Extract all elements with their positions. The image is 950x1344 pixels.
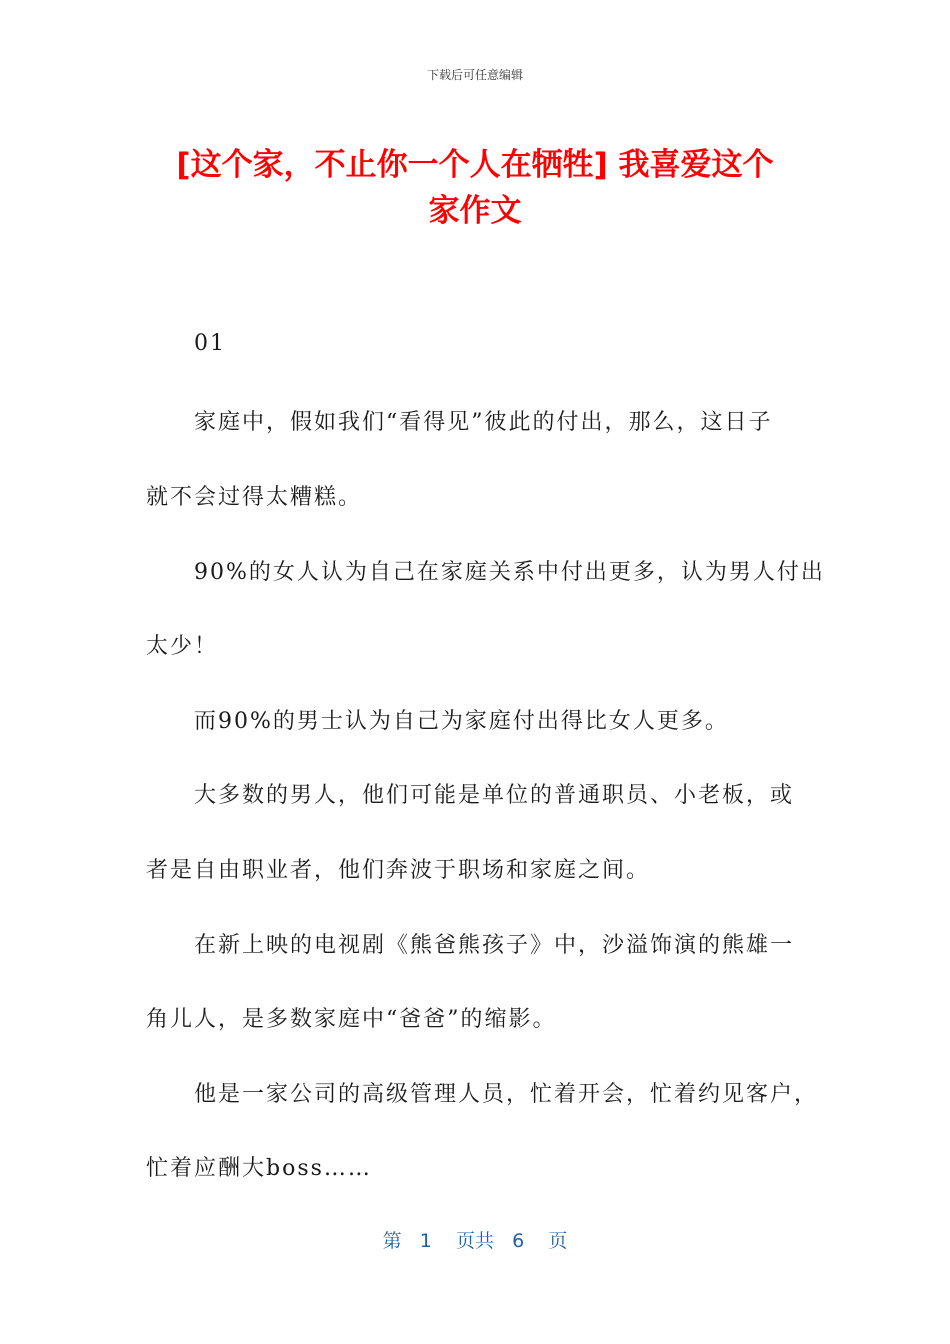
paragraph-line: 大多数的男人，他们可能是单位的普通职员、小老板，或 [194,783,795,808]
section-number: 01 [194,331,226,356]
footer-current-page: 1 [419,1230,432,1252]
header-note: 下载后可任意编辑 [426,68,523,82]
paragraph-line: 90%的女人认为自己在家庭关系中付出更多，认为男人付出 [194,560,825,585]
footer-middle: 页共 [455,1230,494,1252]
paragraph-line: 他是一家公司的高级管理人员，忙着开会，忙着约见客户， [194,1082,819,1107]
footer-total-pages: 6 [512,1230,525,1252]
paragraph-line: 家庭中，假如我们“看得见”彼此的付出，那么，这日子 [194,410,773,435]
page-footer [0,1226,950,1253]
title-line-1: [这个家，不止你一个人在牺牲] 我喜爱这个 [176,147,774,183]
paragraph-line: 角儿人，是多数家庭中“爸爸”的缩影。 [146,1007,557,1032]
footer-suffix: 页 [548,1230,568,1252]
paragraph-line: 忙着应酬大boss…… [146,1156,372,1181]
title-line-2: 家作文 [428,193,522,229]
paragraph-line: 在新上映的电视剧《熊爸熊孩子》中，沙溢饰演的熊雄一 [194,933,795,958]
paragraph-line: 者是自由职业者，他们奔波于职场和家庭之间。 [146,858,651,883]
paragraph-line: 而90%的男士认为自己为家庭付出得比女人更多。 [194,709,729,734]
paragraph-line: 就不会过得太糟糕。 [146,485,363,510]
footer-prefix: 第 [382,1230,402,1252]
paragraph-line: 太少！ [146,634,219,659]
document-title [120,142,830,234]
